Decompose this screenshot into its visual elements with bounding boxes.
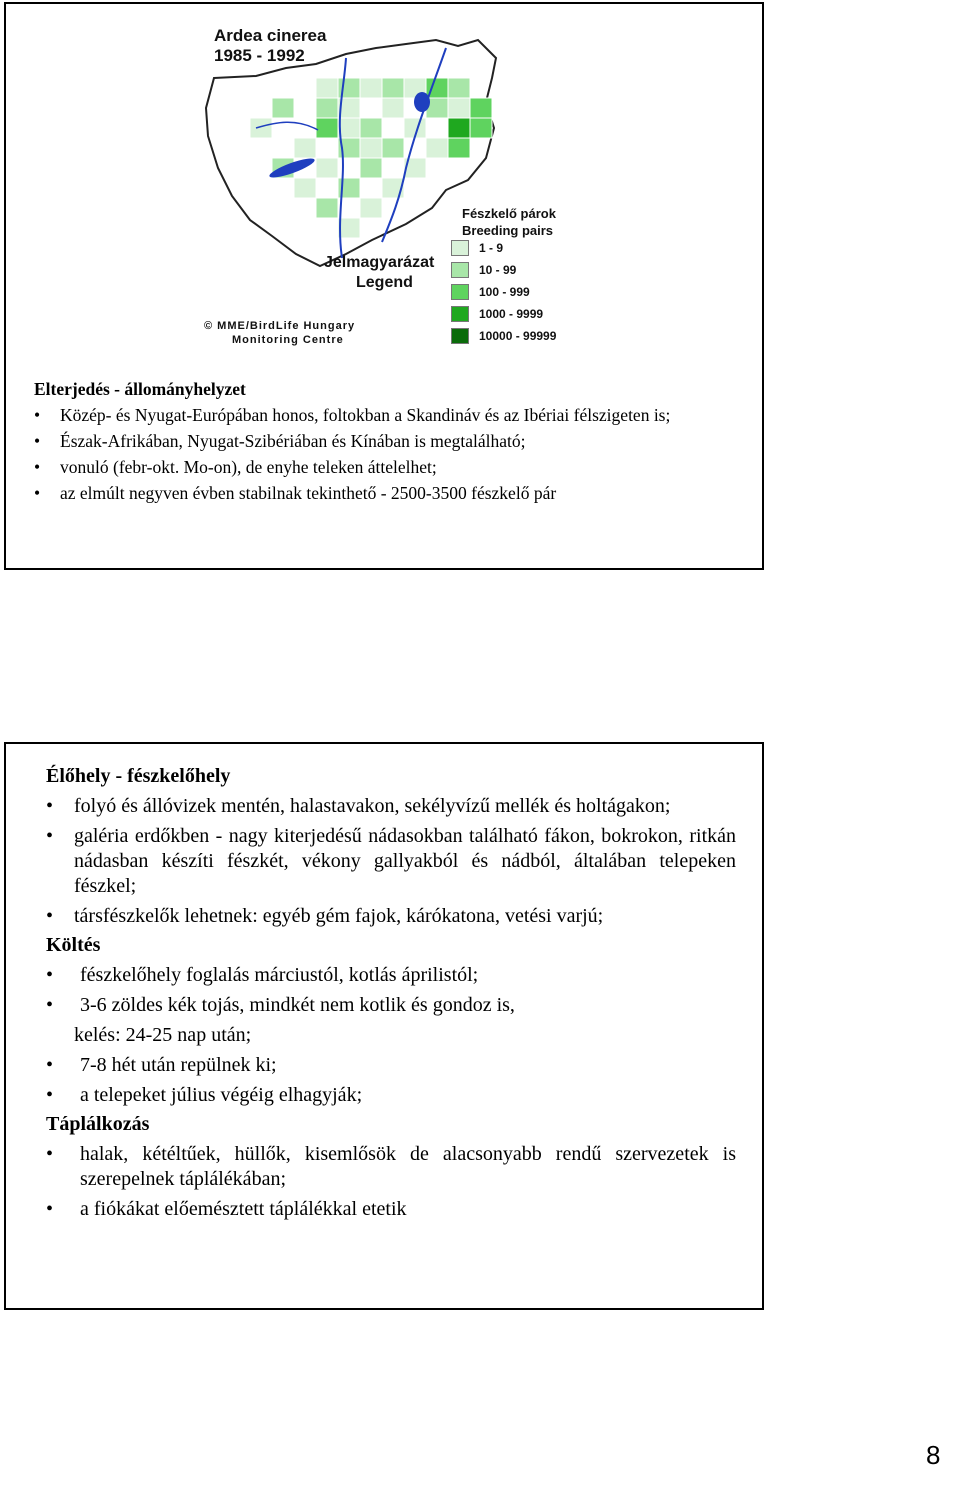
- bullet-icon: •: [46, 1084, 54, 1106]
- list-item: [34, 454, 742, 480]
- list-item: [46, 904, 736, 929]
- list-item: [46, 794, 736, 819]
- slide-distribution: [4, 2, 764, 570]
- bullet-list-feeding: [46, 1142, 736, 1222]
- legend-swatch: [451, 240, 469, 256]
- legend-swatch: [451, 306, 469, 322]
- list-item-text: Észak-Afrikában, Nyugat-Szibériában és Kínában is megtalálható;: [60, 431, 526, 451]
- slide-habitat: [4, 742, 764, 1310]
- bullet-list: [34, 402, 742, 506]
- map-credit-org: © MME/BirdLife Hungary: [204, 320, 356, 332]
- list-item: [46, 993, 736, 1018]
- list-item-text: 7-8 hét után repülnek ki;: [80, 1054, 277, 1076]
- list-item-text: galéria erdőkben - nagy kiterjedésű nádasokban található fákon, bokrokon, ritkán nádasban készíti fészkét, vékony gallyakból és nádból, általában telepeken fészkel;: [74, 825, 736, 897]
- bullet-icon: •: [34, 483, 41, 503]
- list-item-text: vonuló (febr-okt. Mo-on), de enyhe teleken áttelelhet;: [60, 457, 437, 477]
- list-item-text: az elmúlt negyven évben stabilnak tekinthető - 2500-3500 fészkelő pár: [60, 483, 557, 503]
- map-credit-centre: Monitoring Centre: [232, 334, 344, 346]
- legend-swatch: [451, 262, 469, 278]
- list-item-text: fészkelőhely foglalás márciustól, kotlás áprilistól;: [80, 964, 479, 986]
- bullet-icon: •: [34, 431, 41, 451]
- habitat-text: [46, 764, 736, 1222]
- list-item: [34, 480, 742, 506]
- map-title-years: 1985 - 1992: [214, 46, 305, 65]
- list-item-text: halak, kétéltűek, hüllők, kisemlősök de alacsonyabb rendű szervezetek is szerepelnek táplálékában;: [80, 1143, 736, 1190]
- bullet-icon: •: [46, 994, 54, 1016]
- legend-label: 1 - 9: [479, 241, 504, 255]
- list-item: [46, 1083, 736, 1108]
- map-title-species: Ardea cinerea: [214, 26, 327, 45]
- hungary-map-graphic: [196, 18, 576, 350]
- list-item-text: Közép- és Nyugat-Európában honos, foltokban a Skandináv és az Ibériai félszigeten is;: [60, 405, 671, 425]
- list-item: [46, 1053, 736, 1078]
- list-item: [34, 402, 742, 428]
- legend-title-en: Breeding pairs: [462, 223, 554, 238]
- bullet-icon: •: [46, 1198, 54, 1220]
- bullet-icon: •: [34, 405, 41, 425]
- legend-swatch: [451, 284, 469, 300]
- bullet-list-habitat: [46, 794, 736, 929]
- section-heading-breeding: Költés: [46, 934, 101, 956]
- list-item-text: a fiókákat előemésztett táplálékkal etetik: [80, 1198, 407, 1220]
- legend-label: 1000 - 9999: [479, 307, 544, 321]
- legend-label: 10 - 99: [479, 263, 517, 277]
- list-item: [46, 1197, 736, 1222]
- legend-label: 100 - 999: [479, 285, 530, 299]
- bullet-icon: •: [46, 964, 54, 986]
- legend-swatch: [451, 328, 469, 344]
- bullet-icon: •: [46, 905, 54, 927]
- section-heading-habitat: Élőhely - fészkelőhely: [46, 765, 231, 787]
- section-heading: Elterjedés - állományhelyzet: [34, 379, 246, 399]
- list-item: [46, 824, 736, 899]
- list-item: [46, 963, 736, 988]
- bullet-list-breeding: [46, 963, 736, 1018]
- legend-label: 10000 - 99999: [479, 329, 557, 343]
- list-item: [46, 1142, 736, 1192]
- list-item-text: 3-6 zöldes kék tojás, mindkét nem kotlik és gondoz is,: [80, 994, 515, 1016]
- legend-row: [451, 240, 581, 256]
- bullet-icon: •: [34, 457, 41, 477]
- list-item-continuation: kelés: 24-25 nap után;: [74, 1024, 252, 1046]
- distribution-map: [196, 18, 576, 350]
- bullet-icon: •: [46, 795, 54, 817]
- legend-label-hu: Jelmagyarázat: [324, 254, 435, 271]
- bullet-list-breeding-2: [46, 1053, 736, 1108]
- legend-row: [451, 306, 581, 322]
- legend-title-hu: Fészkelő párok: [462, 206, 556, 221]
- bullet-icon: •: [46, 825, 54, 847]
- bullet-icon: •: [46, 1143, 54, 1165]
- legend-row: [451, 262, 581, 278]
- list-item-text: folyó és állóvizek mentén, halastavakon, sekélyvízű mellék és holtágakon;: [74, 795, 671, 817]
- list-item-text: a telepeket július végéig elhagyják;: [80, 1084, 363, 1106]
- legend-row: [451, 284, 581, 300]
- list-item: [34, 428, 742, 454]
- bullet-icon: •: [46, 1054, 54, 1076]
- section-heading-feeding: Táplálkozás: [46, 1113, 150, 1135]
- legend-row: [451, 328, 581, 344]
- page-number: 8: [926, 1440, 941, 1470]
- distribution-text: [34, 376, 742, 506]
- legend-label-en: Legend: [356, 274, 413, 291]
- list-item-text: társfészkelők lehetnek: egyéb gém fajok, kárókatona, vetési varjú;: [74, 905, 604, 927]
